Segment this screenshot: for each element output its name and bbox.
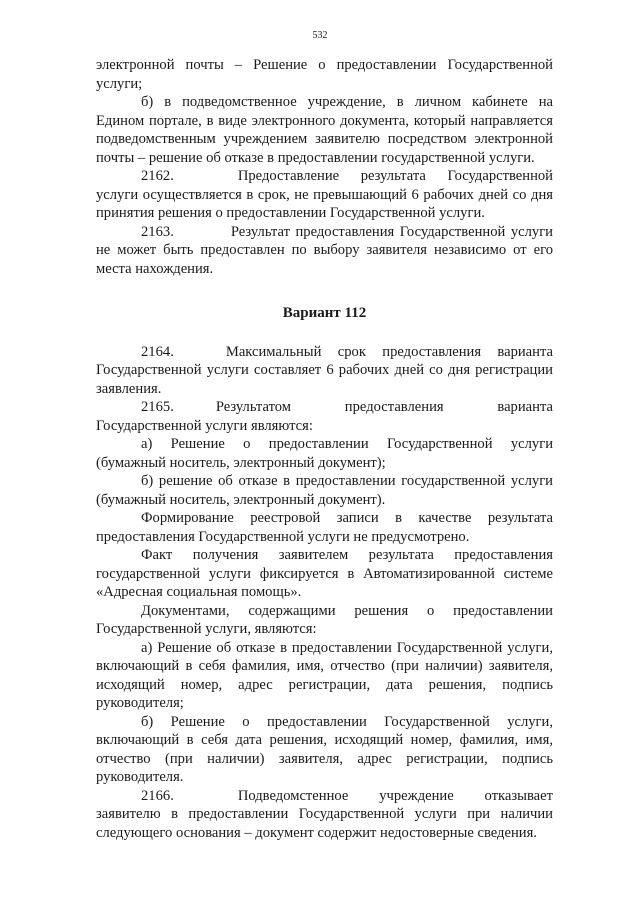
clause-text: Государственной услуги являются: [96, 417, 313, 434]
clause-text: услуги осуществляется в срок, не превышающий 6 рабочих дней со дня принятия решения о предоставлении Государственной услуги. [96, 186, 553, 221]
paragraph-2163 [96, 223, 553, 279]
paragraph-registry: Формирование реестровой записи в качестве результата предоставления Государственной услуги не предусмотрено. [96, 510, 553, 545]
section-heading: Вариант 112 [282, 305, 367, 321]
paragraph-documents: Документами, содержащими решения о предоставлении Государственной услуги, являются: [96, 602, 553, 637]
clause-number: 2165. [141, 399, 174, 415]
paragraph-2162 [96, 167, 553, 223]
paragraph-2165 [96, 398, 553, 435]
clause-text: Максимальный срок предоставления варианта Государственной услуги составляет 6 рабочих дней со дня регистрации заявления. [96, 343, 553, 397]
paragraph-2164 [96, 343, 553, 399]
paragraph-fact: Факт получения заявителем результата предоставления государственной услуги фиксируется в Автоматизированной системе «Адресная социальная помощь». [96, 547, 553, 600]
paragraph-continuation: электронной почты – Решение о предоставлении Государственной услуги; [96, 57, 553, 92]
paragraph-2166 [96, 787, 553, 843]
result-item-b: б) решение об отказе в предоставлении государственной услуги (бумажный носитель, электронный документ). [96, 473, 553, 508]
clause-number: 2164. [141, 343, 174, 360]
clause-text-first-line: Подведомстенное учреждение отказывает [237, 787, 553, 804]
clause-text-first-line: Результатом предоставления варианта [215, 399, 553, 415]
document-body [96, 56, 553, 842]
page-number: 532 [312, 30, 328, 41]
clause-number: 2166. [141, 787, 174, 804]
document-item-a: а) Решение об отказе в предоставлении Государственной услуги, включающий в себя фамилия, имя, отчество (при наличии) заявителя, исходящий номер, адрес регистрации, дата решения, подпись руководителя; [96, 639, 553, 711]
clause-number: 2163. [141, 223, 174, 240]
clause-text: заявителю в предоставлении Государственной услуги при наличии следующего основания – документ содержит недостоверные сведения. [96, 806, 553, 841]
result-item-a: а) Решение о предоставлении Государственной услуги (бумажный носитель, электронный документ); [96, 436, 553, 471]
paragraph-item-b: б) в подведомственное учреждение, в личном кабинете на Едином портале, в виде электронного документа, который направляется подведомственным учреждением заявителю посредством электронной почты – решение об отказе в предоставлении государственной услуги. [96, 94, 553, 166]
clause-text-first-line: Предоставление результата Государственной [237, 168, 553, 184]
clause-text: Результат предоставления Государственной услуги не может быть предоставлен по выбору заявителя независимо от его места нахождения. [96, 223, 553, 277]
clause-number: 2162. [141, 168, 174, 184]
document-item-b: б) Решение о предоставлении Государственной услуги, включающий в себя дата решения, исходящий номер, фамилия, имя, отчество (при наличии) заявителя, адрес регистрации, подпись руководителя. [96, 713, 553, 785]
